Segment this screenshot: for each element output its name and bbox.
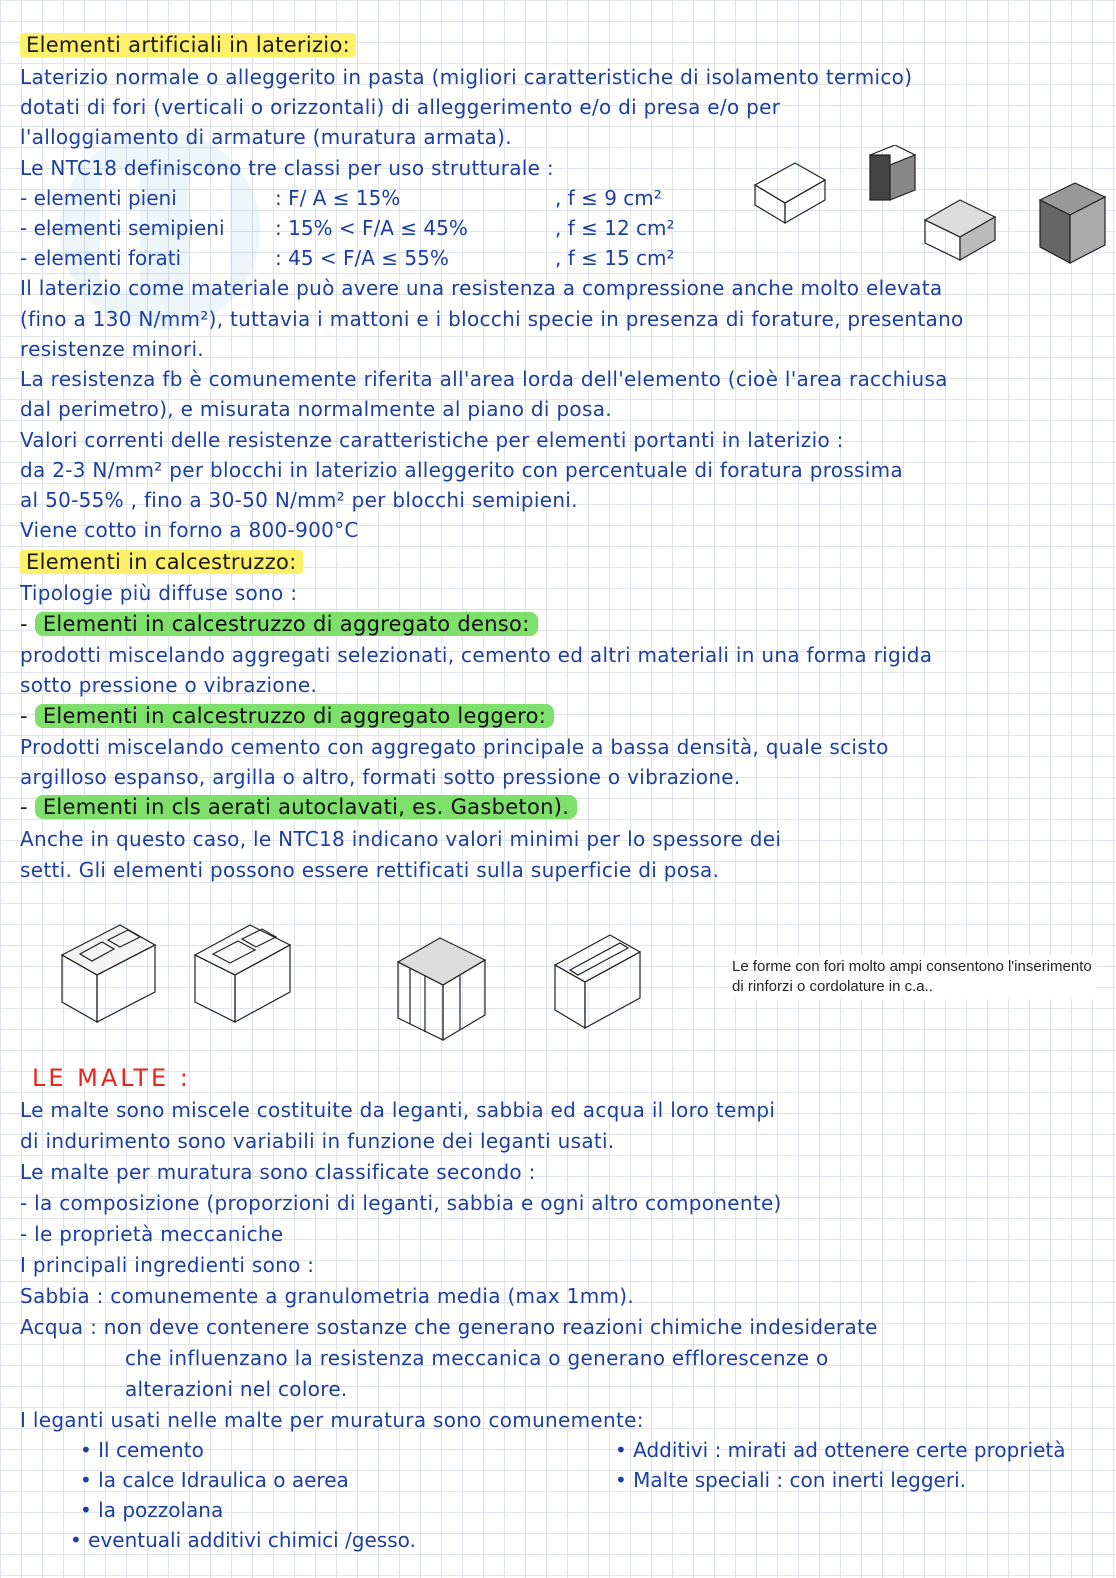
aggregato-denso-title: - Elementi in calcestruzzo di aggregato denso: bbox=[20, 609, 538, 639]
laterizio-line-3: l'alloggiamento di armature (muratura armata). bbox=[20, 125, 512, 149]
laterizio-para-3: resistenze minori. bbox=[20, 337, 204, 361]
class-ratio-forati: : 45 < F/A ≤ 55% bbox=[275, 246, 449, 270]
malte-line-1: Le malte sono miscele costituite da leganti, sabbia ed acqua il loro tempi bbox=[20, 1098, 776, 1122]
aggregato-denso-line-1: prodotti miscelando aggregati selezionati, cemento ed altri materiali in una forma rigida bbox=[20, 643, 933, 667]
laterizio-para-2: (fino a 130 N/mm²), tuttavia i mattoni e i blocchi specie in presenza di forature, presentano bbox=[20, 307, 964, 331]
laterizio-para-1: Il laterizio come materiale può avere una resistenza a compressione anche molto elevata bbox=[20, 276, 943, 300]
malte-line-acqua: Acqua : non deve contenere sostanze che generano reazioni chimiche indesiderate bbox=[20, 1315, 878, 1339]
class-ratio-semipieni: : 15% < F/A ≤ 45% bbox=[275, 216, 468, 240]
malte-line-2: di indurimento sono variabili in funzione dei leganti usati. bbox=[20, 1129, 615, 1153]
calcestruzzo-closing-2: setti. Gli elementi possono essere rettificati sulla superficie di posa. bbox=[20, 858, 720, 882]
malte-line-5: - le proprietà meccaniche bbox=[20, 1222, 284, 1246]
legante-additivi-chimici: • eventuali additivi chimici /gesso. bbox=[70, 1528, 416, 1552]
class-limit-pieni: , f ≤ 9 cm² bbox=[555, 186, 662, 210]
calcestruzzo-heading: Elementi in calcestruzzo: bbox=[20, 547, 303, 577]
class-name-forati: - elementi forati bbox=[20, 246, 182, 270]
malte-heading: LE MALTE : bbox=[32, 1064, 191, 1092]
malte-line-acqua-2: che influenzano la resistenza meccanica o generano efflorescenze o bbox=[125, 1346, 829, 1370]
class-name-semipieni: - elementi semipieni bbox=[20, 216, 225, 240]
additivi-item: • Additivi : mirati ad ottenere certe proprietà bbox=[615, 1438, 1066, 1462]
legante-calce: • la calce Idraulica o aerea bbox=[80, 1468, 349, 1492]
concrete-blocks-illustration bbox=[50, 910, 710, 1050]
laterizio-para-5: dal perimetro), e misurata normalmente al piano di posa. bbox=[20, 397, 612, 421]
class-name-pieni: - elementi pieni bbox=[20, 186, 177, 210]
malte-speciali-item: • Malte speciali : con inerti leggeri. bbox=[615, 1468, 966, 1492]
class-ratio-pieni: : F/ A ≤ 15% bbox=[275, 186, 401, 210]
laterizio-heading: Elementi artificiali in laterizio: bbox=[20, 30, 356, 60]
laterizio-line-4: Le NTC18 definiscono tre classi per uso strutturale : bbox=[20, 156, 554, 180]
laterizio-para-9: Viene cotto in forno a 800-900°C bbox=[20, 518, 359, 542]
malte-line-leganti: I leganti usati nelle malte per muratura sono comunemente: bbox=[20, 1408, 644, 1432]
class-limit-semipieni: , f ≤ 12 cm² bbox=[555, 216, 675, 240]
malte-line-sabbia: Sabbia : comunemente a granulometria media (max 1mm). bbox=[20, 1284, 635, 1308]
laterizio-line-1: Laterizio normale o alleggerito in pasta (migliori caratteristiche di isolamento termico) bbox=[20, 65, 913, 89]
blocks-caption: Le forme con fori molto ampi consentono l'inserimento di rinforzi o cordolature in c.a.. bbox=[728, 955, 1096, 999]
malte-line-acqua-3: alterazioni nel colore. bbox=[125, 1377, 348, 1401]
class-limit-forati: , f ≤ 15 cm² bbox=[555, 246, 675, 270]
aggregato-denso-line-2: sotto pressione o vibrazione. bbox=[20, 673, 318, 697]
laterizio-para-4: La resistenza fb è comunemente riferita all'area lorda dell'elemento (cioè l'area racchiusa bbox=[20, 367, 948, 391]
laterizio-line-2: dotati di fori (verticali o orizzontali) di alleggerimento e/o di presa e/o per bbox=[20, 95, 781, 119]
legante-cemento: • Il cemento bbox=[80, 1438, 204, 1462]
laterizio-para-8: al 50-55% , fino a 30-50 N/mm² per blocchi semipieni. bbox=[20, 488, 578, 512]
calcestruzzo-intro: Tipologie più diffuse sono : bbox=[20, 581, 298, 605]
malte-line-6: I principali ingredienti sono : bbox=[20, 1253, 315, 1277]
brick-types-illustration bbox=[745, 145, 1110, 275]
cls-aerati-title: - Elementi in cls aerati autoclavati, es. Gasbeton). bbox=[20, 792, 577, 822]
malte-line-3: Le malte per muratura sono classificate secondo : bbox=[20, 1160, 536, 1184]
aggregato-leggero-line-2: argilloso espanso, argilla o altro, formati sotto pressione o vibrazione. bbox=[20, 765, 741, 789]
laterizio-para-7: da 2-3 N/mm² per blocchi in laterizio alleggerito con percentuale di foratura prossima bbox=[20, 458, 903, 482]
aggregato-leggero-line-1: Prodotti miscelando cemento con aggregato principale a bassa densità, quale scisto bbox=[20, 735, 889, 759]
laterizio-para-6: Valori correnti delle resistenze caratteristiche per elementi portanti in laterizio : bbox=[20, 428, 844, 452]
calcestruzzo-closing-1: Anche in questo caso, le NTC18 indicano valori minimi per lo spessore dei bbox=[20, 827, 782, 851]
legante-pozzolana: • la pozzolana bbox=[80, 1498, 224, 1522]
malte-line-4: - la composizione (proporzioni di leganti, sabbia e ogni altro componente) bbox=[20, 1191, 782, 1215]
aggregato-leggero-title: - Elementi in calcestruzzo di aggregato leggero: bbox=[20, 701, 554, 731]
